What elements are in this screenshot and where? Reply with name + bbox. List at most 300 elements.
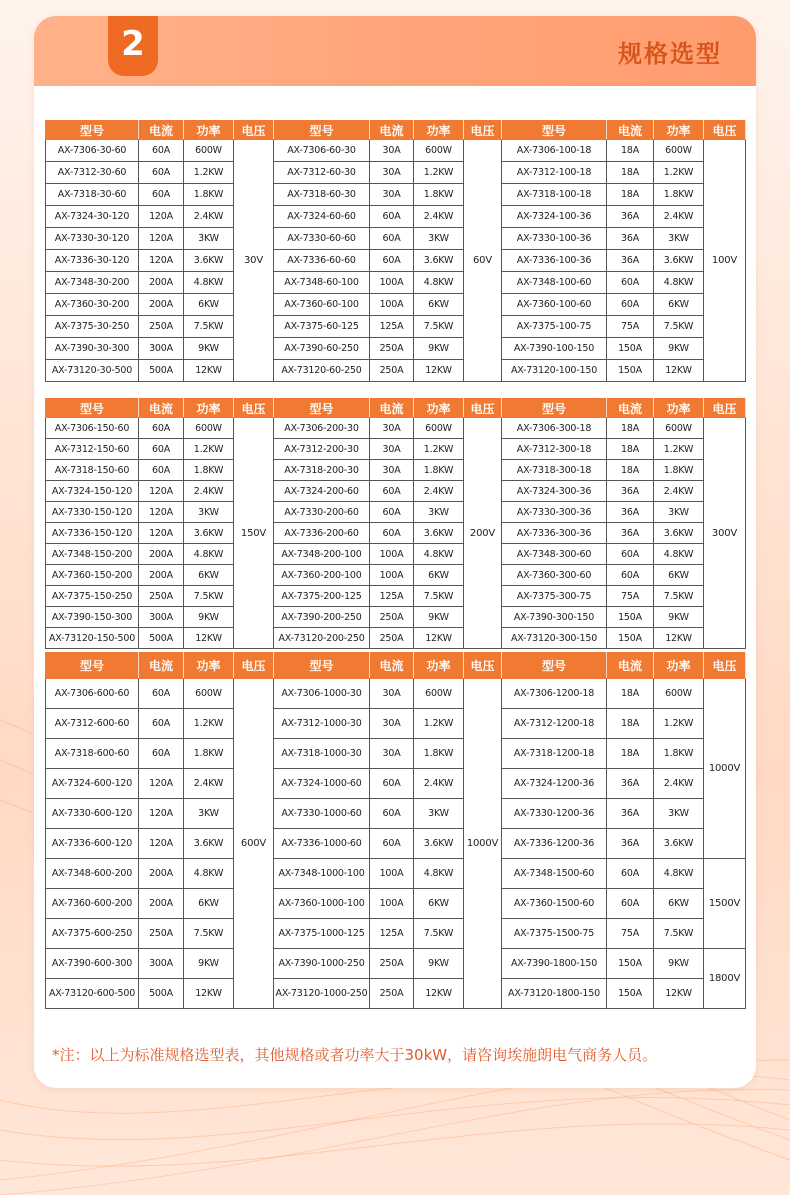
table-row	[46, 162, 746, 184]
model-cell: AX-73120-30-500	[46, 360, 139, 382]
power-cell: 6KW	[184, 294, 234, 316]
current-cell: 60A	[139, 439, 184, 460]
model-cell: AX-7312-60-30	[274, 162, 370, 184]
power-cell: 7.5KW	[414, 919, 464, 949]
current-cell: 120A	[139, 799, 184, 829]
model-cell: AX-7348-150-200	[46, 544, 139, 565]
current-cell: 125A	[370, 316, 414, 338]
power-cell: 600W	[654, 140, 704, 162]
power-cell: 1.2KW	[654, 439, 704, 460]
model-cell: AX-7348-100-60	[502, 272, 607, 294]
table-row	[46, 184, 746, 206]
current-cell: 120A	[139, 481, 184, 502]
current-cell: 75A	[607, 586, 654, 607]
current-cell: 18A	[607, 184, 654, 206]
current-cell: 36A	[607, 228, 654, 250]
model-cell: AX-7324-1000-60	[274, 769, 370, 799]
power-cell: 1.2KW	[184, 709, 234, 739]
column-header: 电压	[464, 121, 502, 140]
model-cell: AX-7318-300-18	[502, 460, 607, 481]
current-cell: 18A	[607, 418, 654, 439]
model-cell: AX-7324-1200-36	[502, 769, 607, 799]
power-cell: 4.8KW	[654, 544, 704, 565]
table-row	[46, 565, 746, 586]
model-cell: AX-7312-1200-18	[502, 709, 607, 739]
column-header: 功率	[654, 121, 704, 140]
power-cell: 6KW	[414, 294, 464, 316]
column-header: 型号	[502, 653, 607, 679]
column-header: 电流	[370, 653, 414, 679]
current-cell: 18A	[607, 709, 654, 739]
model-cell: AX-73120-200-250	[274, 628, 370, 649]
power-cell: 12KW	[654, 628, 704, 649]
model-cell: AX-73120-600-500	[46, 979, 139, 1009]
current-cell: 250A	[370, 360, 414, 382]
current-cell: 200A	[139, 272, 184, 294]
section-title: 规格选型	[618, 40, 722, 68]
voltage-cell: 300V	[704, 418, 746, 649]
power-cell: 1.2KW	[654, 162, 704, 184]
power-cell: 12KW	[654, 979, 704, 1009]
table-header-row	[46, 653, 746, 679]
table-row	[46, 709, 746, 739]
table-row	[46, 316, 746, 338]
column-header: 功率	[654, 653, 704, 679]
current-cell: 18A	[607, 439, 654, 460]
model-cell: AX-7306-30-60	[46, 140, 139, 162]
model-cell: AX-7375-1000-125	[274, 919, 370, 949]
model-cell: AX-7375-60-125	[274, 316, 370, 338]
power-cell: 9KW	[414, 338, 464, 360]
model-cell: AX-7330-1200-36	[502, 799, 607, 829]
column-header: 型号	[46, 653, 139, 679]
power-cell: 12KW	[414, 360, 464, 382]
power-cell: 12KW	[184, 360, 234, 382]
power-cell: 3KW	[654, 799, 704, 829]
current-cell: 200A	[139, 544, 184, 565]
column-header: 型号	[502, 399, 607, 418]
table-row	[46, 228, 746, 250]
model-cell: AX-7324-200-60	[274, 481, 370, 502]
column-header: 型号	[46, 399, 139, 418]
table-row	[46, 979, 746, 1009]
voltage-cell: 1000V	[704, 679, 746, 859]
table-row	[46, 250, 746, 272]
power-cell: 4.8KW	[414, 859, 464, 889]
table-row	[46, 949, 746, 979]
power-cell: 6KW	[184, 565, 234, 586]
footnote: *注：以上为标准规格选型表，其他规格或者功率大于30kW，请咨询埃施朗电气商务人员。	[52, 1046, 658, 1064]
model-cell: AX-7360-1500-60	[502, 889, 607, 919]
power-cell: 2.4KW	[654, 481, 704, 502]
model-cell: AX-7336-100-36	[502, 250, 607, 272]
model-cell: AX-7360-150-200	[46, 565, 139, 586]
model-cell: AX-7360-300-60	[502, 565, 607, 586]
current-cell: 125A	[370, 586, 414, 607]
current-cell: 500A	[139, 628, 184, 649]
current-cell: 120A	[139, 250, 184, 272]
power-cell: 600W	[414, 418, 464, 439]
current-cell: 60A	[370, 250, 414, 272]
model-cell: AX-7390-1000-250	[274, 949, 370, 979]
voltage-cell: 600V	[234, 679, 274, 1009]
model-cell: AX-7390-60-250	[274, 338, 370, 360]
power-cell: 600W	[654, 418, 704, 439]
current-cell: 150A	[607, 360, 654, 382]
model-cell: AX-7375-150-250	[46, 586, 139, 607]
model-cell: AX-7318-60-30	[274, 184, 370, 206]
model-cell: AX-7330-200-60	[274, 502, 370, 523]
table-row	[46, 829, 746, 859]
table-row	[46, 272, 746, 294]
model-cell: AX-7375-600-250	[46, 919, 139, 949]
current-cell: 120A	[139, 228, 184, 250]
power-cell: 1.8KW	[184, 460, 234, 481]
current-cell: 60A	[139, 739, 184, 769]
power-cell: 4.8KW	[414, 272, 464, 294]
column-header: 功率	[184, 653, 234, 679]
model-cell: AX-7318-100-18	[502, 184, 607, 206]
power-cell: 2.4KW	[184, 481, 234, 502]
column-header: 功率	[414, 653, 464, 679]
current-cell: 60A	[139, 679, 184, 709]
model-cell: AX-7306-60-30	[274, 140, 370, 162]
current-cell: 200A	[139, 565, 184, 586]
model-cell: AX-7324-600-120	[46, 769, 139, 799]
power-cell: 2.4KW	[654, 206, 704, 228]
current-cell: 60A	[139, 162, 184, 184]
model-cell: AX-7318-1200-18	[502, 739, 607, 769]
current-cell: 60A	[607, 544, 654, 565]
column-header: 电压	[234, 399, 274, 418]
current-cell: 60A	[139, 460, 184, 481]
voltage-cell: 1000V	[464, 679, 502, 1009]
table-header-row	[46, 399, 746, 418]
model-cell: AX-7360-600-200	[46, 889, 139, 919]
model-cell: AX-7390-1800-150	[502, 949, 607, 979]
current-cell: 150A	[607, 607, 654, 628]
power-cell: 7.5KW	[184, 316, 234, 338]
table-row	[46, 679, 746, 709]
column-header: 型号	[274, 653, 370, 679]
voltage-cell: 1800V	[704, 949, 746, 1009]
model-cell: AX-7324-150-120	[46, 481, 139, 502]
current-cell: 100A	[370, 272, 414, 294]
model-cell: AX-7312-300-18	[502, 439, 607, 460]
power-cell: 7.5KW	[414, 586, 464, 607]
model-cell: AX-7348-1500-60	[502, 859, 607, 889]
power-cell: 600W	[414, 679, 464, 709]
model-cell: AX-7318-200-30	[274, 460, 370, 481]
column-header: 电压	[234, 653, 274, 679]
current-cell: 30A	[370, 418, 414, 439]
power-cell: 12KW	[414, 979, 464, 1009]
model-cell: AX-7312-200-30	[274, 439, 370, 460]
model-cell: AX-7330-1000-60	[274, 799, 370, 829]
table-row	[46, 338, 746, 360]
power-cell: 600W	[414, 140, 464, 162]
table-row	[46, 294, 746, 316]
model-cell: AX-7360-100-60	[502, 294, 607, 316]
model-cell: AX-7336-60-60	[274, 250, 370, 272]
model-cell: AX-73120-1000-250	[274, 979, 370, 1009]
column-header: 电流	[607, 121, 654, 140]
current-cell: 300A	[139, 607, 184, 628]
current-cell: 18A	[607, 679, 654, 709]
column-header: 功率	[184, 399, 234, 418]
current-cell: 60A	[370, 228, 414, 250]
power-cell: 3KW	[654, 502, 704, 523]
model-cell: AX-7348-30-200	[46, 272, 139, 294]
voltage-cell: 100V	[704, 140, 746, 382]
power-cell: 3KW	[184, 799, 234, 829]
spec-table-3	[45, 652, 746, 1009]
current-cell: 100A	[370, 859, 414, 889]
column-header: 型号	[502, 121, 607, 140]
spec-table-1	[45, 120, 746, 382]
model-cell: AX-7312-100-18	[502, 162, 607, 184]
table-row	[46, 799, 746, 829]
current-cell: 150A	[607, 628, 654, 649]
power-cell: 1.2KW	[654, 709, 704, 739]
power-cell: 2.4KW	[414, 769, 464, 799]
model-cell: AX-7375-300-75	[502, 586, 607, 607]
power-cell: 4.8KW	[654, 859, 704, 889]
current-cell: 60A	[370, 481, 414, 502]
current-cell: 150A	[607, 949, 654, 979]
current-cell: 75A	[607, 919, 654, 949]
model-cell: AX-7375-200-125	[274, 586, 370, 607]
power-cell: 4.8KW	[184, 544, 234, 565]
current-cell: 150A	[607, 979, 654, 1009]
current-cell: 500A	[139, 979, 184, 1009]
current-cell: 18A	[607, 739, 654, 769]
column-header: 型号	[46, 121, 139, 140]
model-cell: AX-7348-60-100	[274, 272, 370, 294]
model-cell: AX-7390-300-150	[502, 607, 607, 628]
table-row	[46, 360, 746, 382]
power-cell: 9KW	[414, 949, 464, 979]
model-cell: AX-7312-30-60	[46, 162, 139, 184]
model-cell: AX-7336-1200-36	[502, 829, 607, 859]
table-row	[46, 889, 746, 919]
power-cell: 6KW	[654, 889, 704, 919]
column-header: 电压	[464, 653, 502, 679]
table-row	[46, 586, 746, 607]
power-cell: 9KW	[654, 949, 704, 979]
model-cell: AX-7330-30-120	[46, 228, 139, 250]
power-cell: 1.8KW	[184, 739, 234, 769]
model-cell: AX-7390-30-300	[46, 338, 139, 360]
column-header: 电流	[139, 121, 184, 140]
current-cell: 30A	[370, 184, 414, 206]
model-cell: AX-73120-300-150	[502, 628, 607, 649]
column-header: 电流	[607, 399, 654, 418]
power-cell: 9KW	[184, 338, 234, 360]
model-cell: AX-7312-1000-30	[274, 709, 370, 739]
model-cell: AX-7348-600-200	[46, 859, 139, 889]
power-cell: 3.6KW	[414, 523, 464, 544]
model-cell: AX-7306-150-60	[46, 418, 139, 439]
power-cell: 6KW	[654, 565, 704, 586]
model-cell: AX-7318-30-60	[46, 184, 139, 206]
table-row	[46, 206, 746, 228]
table-row	[46, 140, 746, 162]
power-cell: 1.2KW	[414, 709, 464, 739]
current-cell: 30A	[370, 460, 414, 481]
current-cell: 250A	[370, 949, 414, 979]
current-cell: 100A	[370, 889, 414, 919]
current-cell: 60A	[370, 769, 414, 799]
current-cell: 60A	[139, 709, 184, 739]
table-header-row	[46, 121, 746, 140]
current-cell: 30A	[370, 140, 414, 162]
model-cell: AX-7360-60-100	[274, 294, 370, 316]
power-cell: 1.8KW	[414, 184, 464, 206]
model-cell: AX-7330-600-120	[46, 799, 139, 829]
power-cell: 3.6KW	[654, 523, 704, 544]
model-cell: AX-73120-150-500	[46, 628, 139, 649]
current-cell: 36A	[607, 523, 654, 544]
power-cell: 12KW	[654, 360, 704, 382]
model-cell: AX-7330-100-36	[502, 228, 607, 250]
power-cell: 7.5KW	[654, 586, 704, 607]
power-cell: 3.6KW	[654, 250, 704, 272]
current-cell: 300A	[139, 949, 184, 979]
power-cell: 9KW	[654, 607, 704, 628]
model-cell: AX-7318-600-60	[46, 739, 139, 769]
column-header: 电流	[370, 121, 414, 140]
current-cell: 250A	[370, 607, 414, 628]
model-cell: AX-7336-300-36	[502, 523, 607, 544]
power-cell: 9KW	[184, 607, 234, 628]
current-cell: 60A	[370, 829, 414, 859]
power-cell: 2.4KW	[184, 206, 234, 228]
power-cell: 3.6KW	[654, 829, 704, 859]
power-cell: 7.5KW	[654, 316, 704, 338]
power-cell: 3.6KW	[184, 250, 234, 272]
current-cell: 30A	[370, 679, 414, 709]
model-cell: AX-7360-30-200	[46, 294, 139, 316]
model-cell: AX-7375-1500-75	[502, 919, 607, 949]
power-cell: 4.8KW	[184, 859, 234, 889]
model-cell: AX-7324-60-60	[274, 206, 370, 228]
model-cell: AX-7312-150-60	[46, 439, 139, 460]
column-header: 功率	[654, 399, 704, 418]
current-cell: 18A	[607, 162, 654, 184]
current-cell: 60A	[139, 184, 184, 206]
table-row	[46, 769, 746, 799]
power-cell: 12KW	[184, 628, 234, 649]
table-row	[46, 919, 746, 949]
current-cell: 250A	[370, 979, 414, 1009]
table-row	[46, 859, 746, 889]
column-header: 电流	[139, 653, 184, 679]
current-cell: 18A	[607, 460, 654, 481]
power-cell: 7.5KW	[654, 919, 704, 949]
current-cell: 250A	[139, 316, 184, 338]
power-cell: 3.6KW	[184, 523, 234, 544]
current-cell: 200A	[139, 889, 184, 919]
model-cell: AX-7330-300-36	[502, 502, 607, 523]
power-cell: 600W	[184, 679, 234, 709]
current-cell: 125A	[370, 919, 414, 949]
power-cell: 2.4KW	[414, 206, 464, 228]
current-cell: 120A	[139, 769, 184, 799]
column-header: 电压	[704, 399, 746, 418]
power-cell: 600W	[184, 140, 234, 162]
model-cell: AX-7336-30-120	[46, 250, 139, 272]
current-cell: 250A	[139, 586, 184, 607]
column-header: 功率	[414, 399, 464, 418]
section-header	[34, 16, 756, 86]
power-cell: 2.4KW	[184, 769, 234, 799]
model-cell: AX-7360-1000-100	[274, 889, 370, 919]
current-cell: 30A	[370, 739, 414, 769]
power-cell: 1.8KW	[414, 739, 464, 769]
spec-table-2	[45, 398, 746, 649]
table-row	[46, 628, 746, 649]
current-cell: 100A	[370, 294, 414, 316]
power-cell: 3KW	[414, 228, 464, 250]
power-cell: 6KW	[414, 889, 464, 919]
voltage-cell: 150V	[234, 418, 274, 649]
power-cell: 6KW	[654, 294, 704, 316]
current-cell: 120A	[139, 523, 184, 544]
power-cell: 7.5KW	[184, 586, 234, 607]
power-cell: 3.6KW	[184, 829, 234, 859]
current-cell: 250A	[370, 338, 414, 360]
current-cell: 60A	[607, 294, 654, 316]
current-cell: 36A	[607, 799, 654, 829]
power-cell: 3KW	[414, 799, 464, 829]
power-cell: 3KW	[184, 502, 234, 523]
table-row	[46, 439, 746, 460]
model-cell: AX-7324-30-120	[46, 206, 139, 228]
model-cell: AX-7348-300-60	[502, 544, 607, 565]
power-cell: 3KW	[654, 228, 704, 250]
current-cell: 120A	[139, 206, 184, 228]
model-cell: AX-7306-1000-30	[274, 679, 370, 709]
power-cell: 1.2KW	[184, 439, 234, 460]
model-cell: AX-7390-200-250	[274, 607, 370, 628]
model-cell: AX-7390-100-150	[502, 338, 607, 360]
current-cell: 200A	[139, 294, 184, 316]
column-header: 电压	[464, 399, 502, 418]
power-cell: 6KW	[414, 565, 464, 586]
model-cell: AX-7336-600-120	[46, 829, 139, 859]
power-cell: 6KW	[184, 889, 234, 919]
current-cell: 60A	[607, 565, 654, 586]
power-cell: 1.8KW	[184, 184, 234, 206]
table-row	[46, 523, 746, 544]
current-cell: 60A	[370, 523, 414, 544]
current-cell: 500A	[139, 360, 184, 382]
model-cell: AX-73120-1800-150	[502, 979, 607, 1009]
current-cell: 120A	[139, 829, 184, 859]
model-cell: AX-7306-300-18	[502, 418, 607, 439]
section-number-badge: 2	[108, 16, 158, 76]
power-cell: 3.6KW	[414, 250, 464, 272]
voltage-cell: 1500V	[704, 859, 746, 949]
model-cell: AX-7336-1000-60	[274, 829, 370, 859]
model-cell: AX-7324-300-36	[502, 481, 607, 502]
current-cell: 200A	[139, 859, 184, 889]
current-cell: 60A	[607, 272, 654, 294]
power-cell: 1.2KW	[414, 162, 464, 184]
model-cell: AX-7390-150-300	[46, 607, 139, 628]
model-cell: AX-7330-150-120	[46, 502, 139, 523]
